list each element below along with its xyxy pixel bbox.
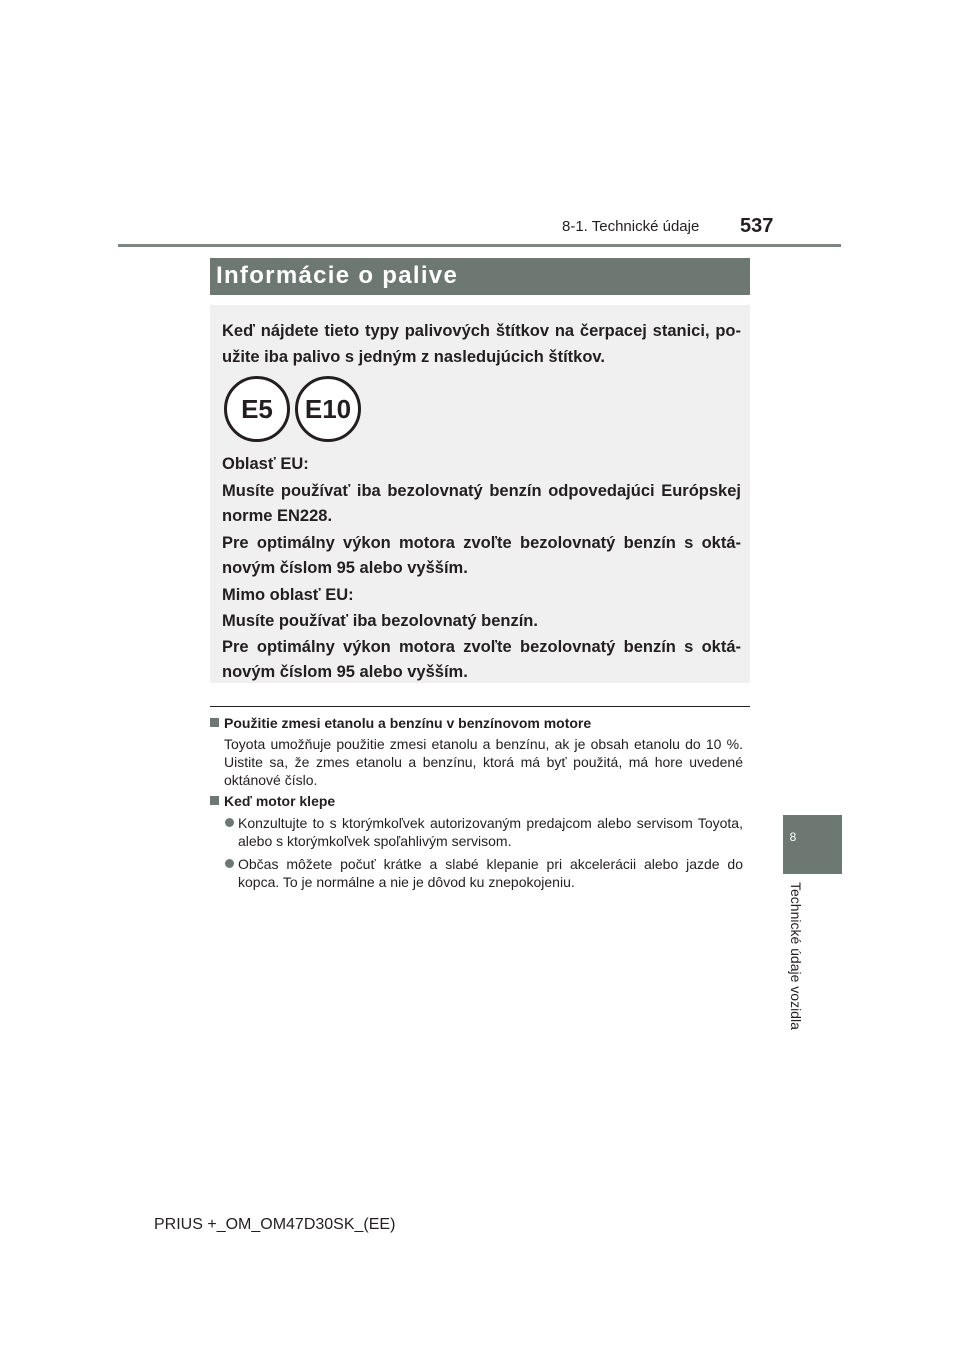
round-bullet-icon xyxy=(225,818,234,827)
fuel-label-e10: E10 xyxy=(295,376,361,442)
header-divider xyxy=(118,244,841,247)
ethanol-text: Toyota umožňuje použitie zmesi etanolu a benzínu, ak je obsah etanolu do 10 %. Uistite sa, že zmes etanolu a benzínu, ktorá má byť použitá, má hore uvedené oktánové číslo. xyxy=(224,736,743,788)
knock-heading xyxy=(210,793,335,809)
document-code: PRIUS +_OM_OM47D30SK_(EE) xyxy=(154,1216,396,1233)
page-number: 537 xyxy=(740,215,774,237)
non-eu-heading: Mimo oblasť EU: xyxy=(222,586,354,604)
knock-bullet-2: Občas môžete počuť krátke a slabé klepanie pri akcelerácii alebo jazde do kopca. To je normálne a nie je dôvod ku znepokojeniu. xyxy=(238,856,743,890)
eu-line-1b: norme EN228. xyxy=(222,507,333,525)
section-divider xyxy=(210,706,750,707)
chapter-label: Technické údaje vozidla xyxy=(788,882,804,1030)
square-bullet-icon xyxy=(210,718,219,727)
round-bullet-icon xyxy=(225,859,234,868)
non-eu-line-2b: novým číslom 95 alebo vyšším. xyxy=(222,663,468,681)
intro-line-1: Keď nájdete tieto typy palivových štítkov na čerpacej stanici, po- xyxy=(222,322,741,340)
chapter-number: 8 xyxy=(789,830,797,844)
ethanol-heading-text: Použitie zmesi etanolu a benzínu v benzínovom motore xyxy=(224,715,592,731)
eu-line-2b: novým číslom 95 alebo vyšším. xyxy=(222,559,468,577)
eu-heading: Oblasť EU: xyxy=(222,455,309,473)
knock-heading-text: Keď motor klepe xyxy=(224,793,336,809)
non-eu-line-2a: Pre optimálny výkon motora zvoľte bezolovnatý benzín s oktá- xyxy=(222,638,741,656)
eu-line-2a: Pre optimálny výkon motora zvoľte bezolovnatý benzín s oktá- xyxy=(222,534,741,552)
intro-line-2: užite iba palivo s jedným z nasledujúcich štítkov. xyxy=(222,348,605,366)
knock-bullet-1: Konzultujte to s ktorýmkoľvek autorizovaným predajcom alebo servisom Toyota, alebo s ktorýmkoľvek spoľahlivým servisom. xyxy=(238,815,743,849)
chapter-tab xyxy=(783,815,842,874)
fuel-label-e5: E5 xyxy=(224,376,290,442)
ethanol-heading xyxy=(210,715,591,731)
section-heading: 8-1. Technické údaje xyxy=(562,218,700,235)
square-bullet-icon xyxy=(210,796,219,805)
page-title: Informácie o palive xyxy=(216,262,459,289)
eu-line-1a: Musíte používať iba bezolovnatý benzín odpovedajúci Európskej xyxy=(222,482,741,500)
non-eu-line-1: Musíte používať iba bezolovnatý benzín. xyxy=(222,612,538,630)
